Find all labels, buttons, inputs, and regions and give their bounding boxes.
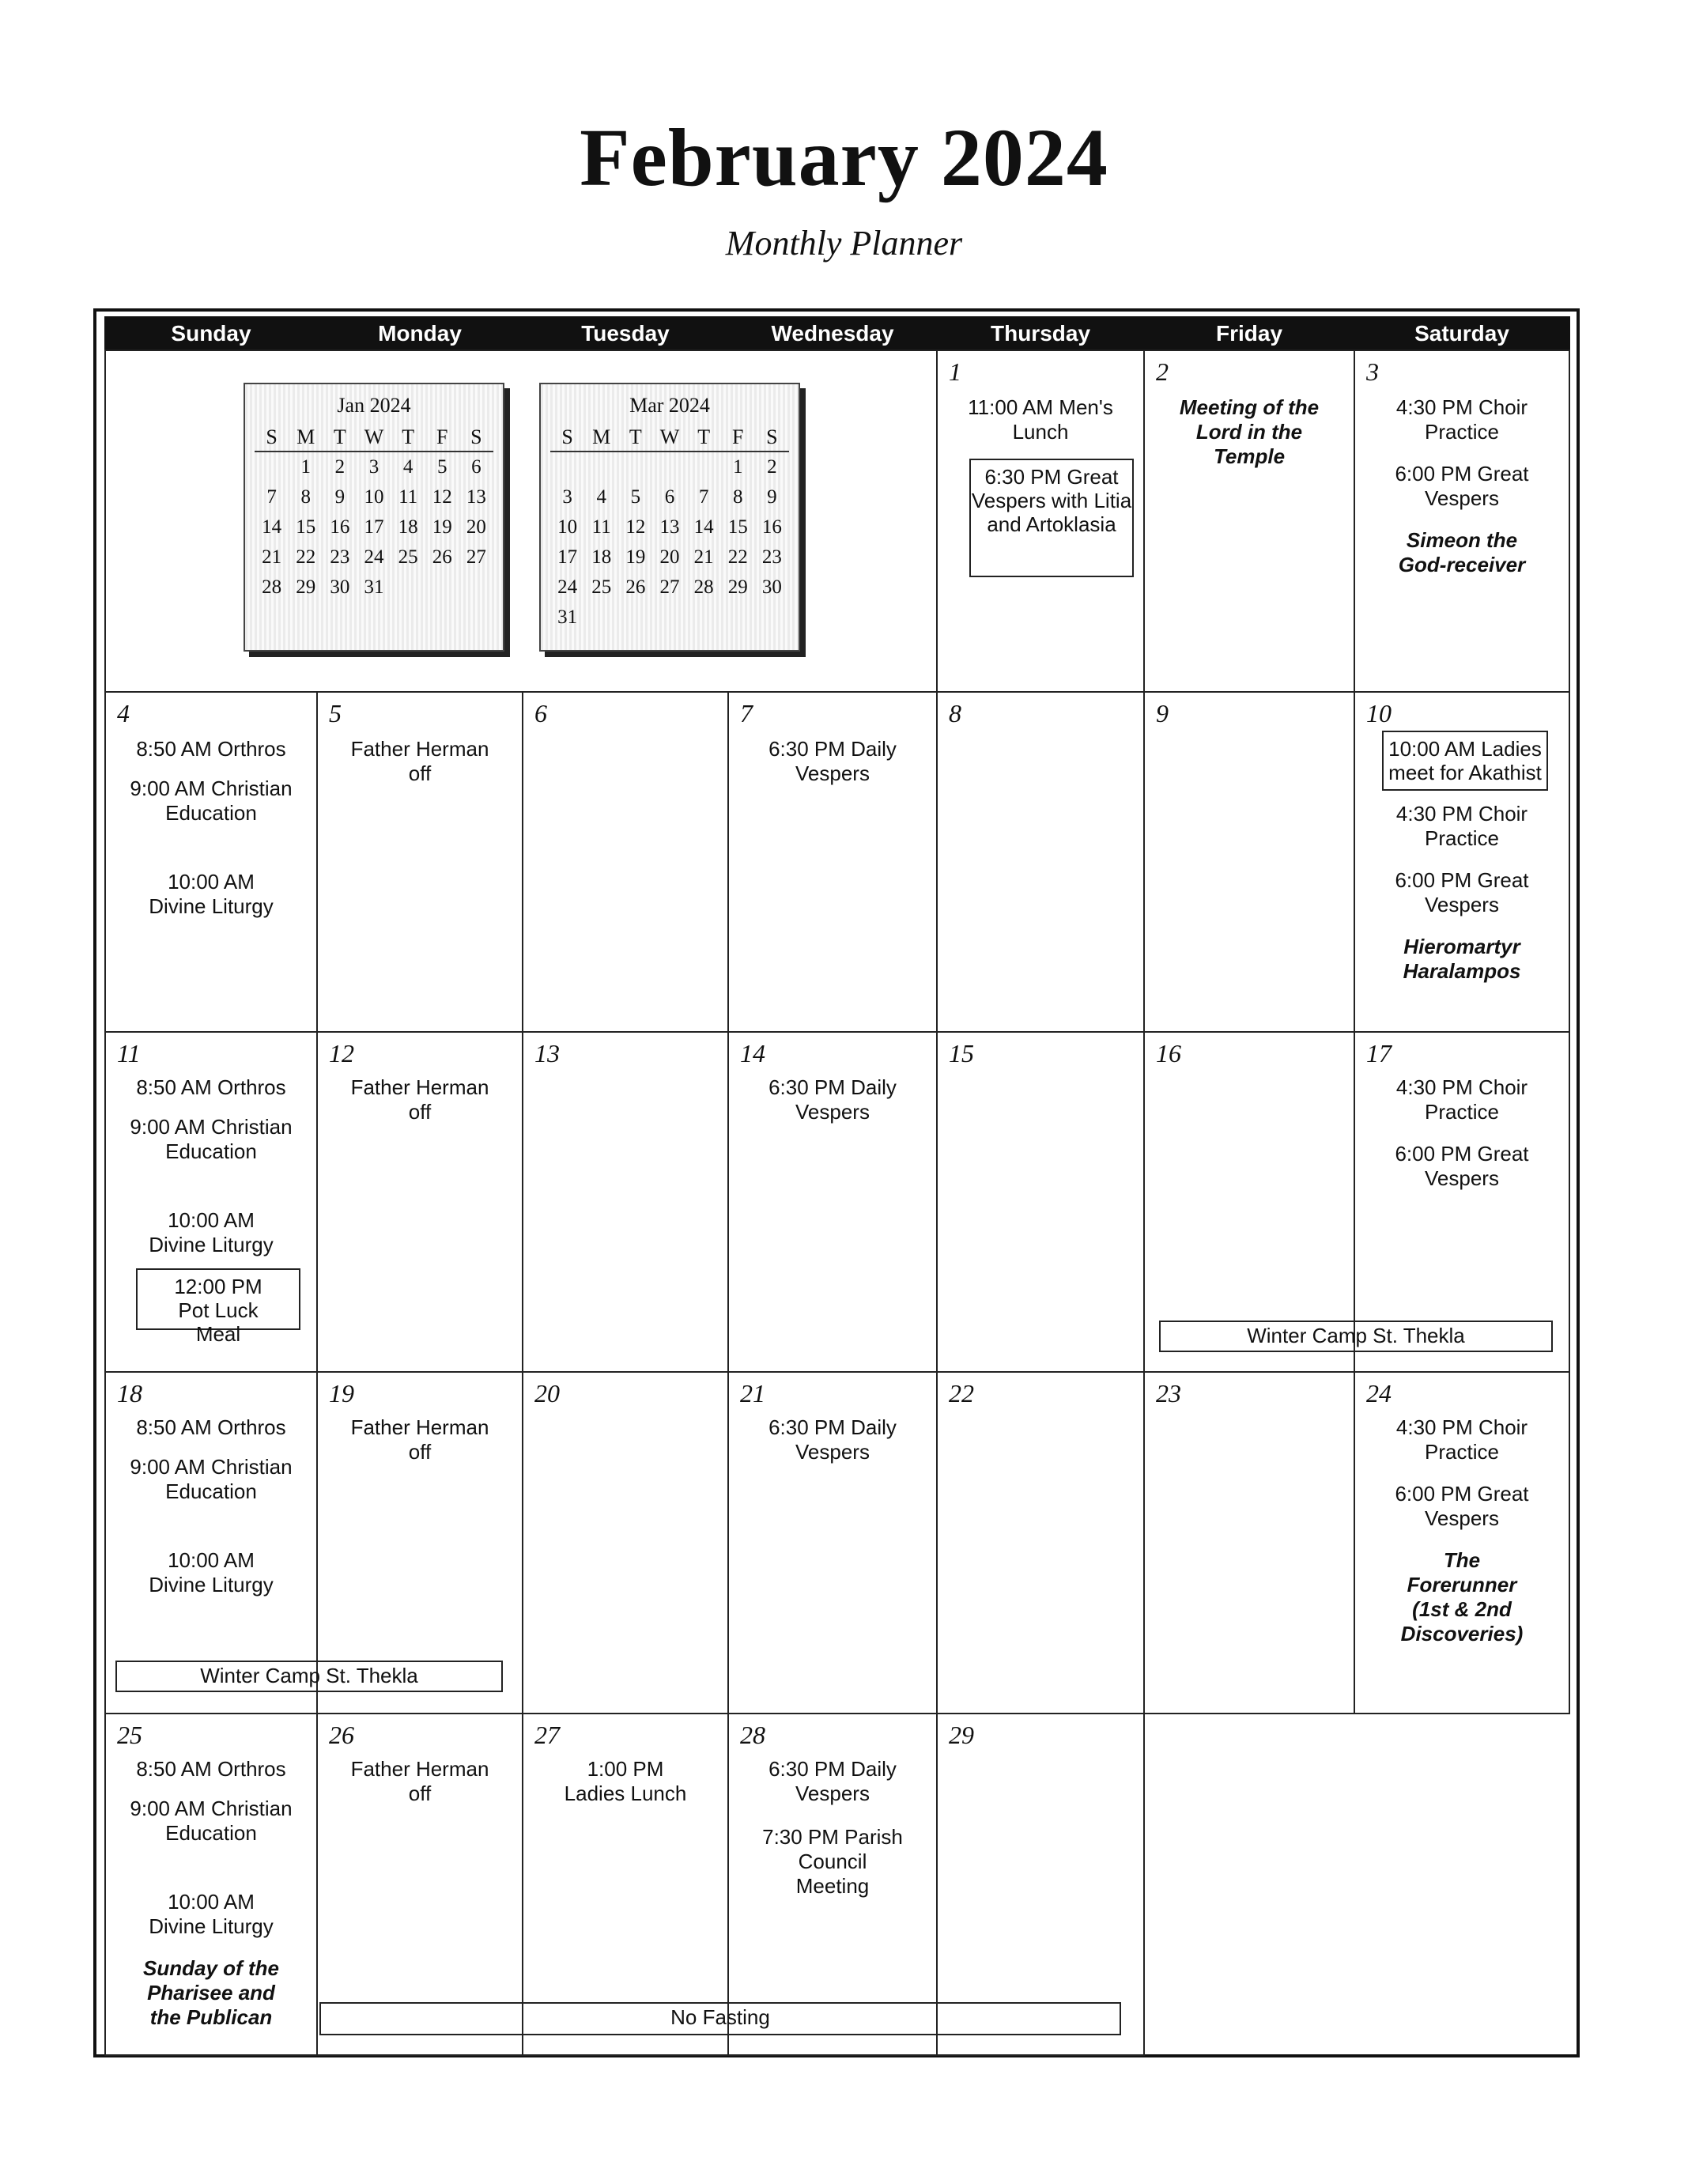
day-cell-12 <box>316 1031 523 1373</box>
event: 6:00 PM Great Vespers <box>1395 462 1529 510</box>
event-span-winter-camp: Winter Camp St. Thekla <box>115 1661 503 1692</box>
event: Father Herman off <box>350 1757 489 1805</box>
event: 10:00 AM Divine Liturgy <box>149 870 274 918</box>
day-number: 16 <box>1156 1039 1181 1067</box>
event: 4:30 PM Choir Practice <box>1395 1415 1528 1464</box>
event-boxed: 12:00 PM Pot Luck Meal <box>136 1268 300 1330</box>
feast-day: Simeon the God-receiver <box>1398 528 1526 576</box>
event: 6:30 PM Daily Vespers <box>768 737 897 785</box>
day-cell-20 <box>522 1371 729 1714</box>
day-cell-24 <box>1354 1371 1570 1714</box>
event: 10:00 AM Divine Liturgy <box>149 1208 274 1256</box>
event: 10:00 AM Divine Liturgy <box>149 1548 274 1596</box>
event: Father Herman off <box>350 737 489 785</box>
day-cell-8 <box>936 691 1145 1033</box>
day-number: 21 <box>740 1379 765 1408</box>
feast-day: Sunday of the Pharisee and the Publican <box>143 1956 279 2029</box>
weekday-wednesday: Wednesday <box>727 316 938 351</box>
event: 6:00 PM Great Vespers <box>1395 868 1529 916</box>
day-number: 25 <box>117 1721 142 1749</box>
day-cell-22 <box>936 1371 1145 1714</box>
event: 7:30 PM Parish Council Meeting <box>762 1825 903 1898</box>
day-cell-15 <box>936 1031 1145 1373</box>
feast-day: The Forerunner (1st & 2nd Discoveries) <box>1400 1548 1524 1646</box>
event: Father Herman off <box>350 1075 489 1124</box>
day-cell-6 <box>522 691 729 1033</box>
event-span-no-fasting: No Fasting <box>319 2002 1121 2035</box>
event: 6:30 PM Daily Vespers <box>768 1757 897 1805</box>
day-number: 11 <box>117 1039 141 1067</box>
day-number: 2 <box>1156 357 1169 386</box>
event: 6:30 PM Daily Vespers <box>768 1415 897 1464</box>
day-number: 17 <box>1366 1039 1392 1067</box>
weekday-monday: Monday <box>316 316 523 351</box>
event-boxed: 10:00 AM Ladies meet for Akathist <box>1382 731 1548 791</box>
day-number: 26 <box>329 1721 354 1749</box>
event-boxed: 6:30 PM Great Vespers with Litia and Artoklasia <box>969 459 1134 577</box>
event: 1:00 PM Ladies Lunch <box>564 1757 687 1805</box>
mini-calendar-jan: Jan 2024 S M T W T F S 1 2 3 4 5 6 7 8 9 10 11 12 13 14 15 16 17 18 19 20 21 22 23 24 25 26 27 28 29 30 31 <box>244 383 504 652</box>
weekday-friday: Friday <box>1143 316 1355 351</box>
feast-day: Meeting of the Lord in the Temple <box>1179 395 1320 468</box>
event: 9:00 AM Christian Education <box>130 1797 293 1845</box>
event: 8:50 AM Orthros <box>136 1757 286 1781</box>
day-cell-5 <box>316 691 523 1033</box>
day-number: 15 <box>949 1039 974 1067</box>
event: 4:30 PM Choir Practice <box>1395 395 1528 444</box>
mini-calendar-area <box>104 350 938 693</box>
day-cell-11 <box>104 1031 318 1373</box>
day-number: 6 <box>534 699 547 727</box>
weekday-thursday: Thursday <box>936 316 1145 351</box>
day-number: 19 <box>329 1379 354 1408</box>
event-span-winter-camp: Winter Camp St. Thekla <box>1159 1321 1553 1352</box>
event: 10:00 AM Divine Liturgy <box>149 1890 274 1938</box>
day-number: 5 <box>329 699 342 727</box>
day-number: 13 <box>534 1039 560 1067</box>
page-subtitle: Monthly Planner <box>725 224 963 263</box>
event: 11:00 AM Men's Lunch <box>968 395 1113 444</box>
day-cell-1 <box>936 350 1145 693</box>
day-cell-2 <box>1143 350 1355 693</box>
event: 9:00 AM Christian Education <box>130 1115 293 1163</box>
event: 4:30 PM Choir Practice <box>1395 802 1528 850</box>
day-number: 20 <box>534 1379 560 1408</box>
day-cell-7 <box>727 691 938 1033</box>
day-number: 3 <box>1366 357 1379 386</box>
mini-calendar-title: Jan 2024 <box>337 394 411 417</box>
day-cell-14 <box>727 1031 938 1373</box>
day-cell-13 <box>522 1031 729 1373</box>
weekday-tuesday: Tuesday <box>522 316 729 351</box>
day-number: 12 <box>329 1039 354 1067</box>
day-cell-23 <box>1143 1371 1355 1714</box>
day-number: 29 <box>949 1721 974 1749</box>
day-number: 9 <box>1156 699 1169 727</box>
day-number: 27 <box>534 1721 560 1749</box>
event: 4:30 PM Choir Practice <box>1395 1075 1528 1124</box>
weekday-sunday: Sunday <box>104 316 318 351</box>
day-number: 10 <box>1366 699 1392 727</box>
day-cell-25 <box>104 1713 318 2056</box>
day-cell-4 <box>104 691 318 1033</box>
event: 8:50 AM Orthros <box>136 1415 286 1439</box>
day-number: 14 <box>740 1039 765 1067</box>
event: 6:30 PM Daily Vespers <box>768 1075 897 1124</box>
day-number: 7 <box>740 699 753 727</box>
day-number: 22 <box>949 1379 974 1408</box>
day-number: 4 <box>117 699 130 727</box>
event: 9:00 AM Christian Education <box>130 1455 293 1503</box>
page-title: February 2024 <box>580 112 1108 203</box>
event: 6:00 PM Great Vespers <box>1395 1482 1529 1530</box>
day-cell-9 <box>1143 691 1355 1033</box>
day-number: 28 <box>740 1721 765 1749</box>
day-cell-10 <box>1354 691 1570 1033</box>
event: 6:00 PM Great Vespers <box>1395 1142 1529 1190</box>
feast-day: Hieromartyr Haralampos <box>1403 935 1521 983</box>
day-number: 18 <box>117 1379 142 1408</box>
event: 9:00 AM Christian Education <box>130 776 293 825</box>
event: 8:50 AM Orthros <box>136 1075 286 1099</box>
mini-calendar-mar: Mar 2024 S M T W T F S 1 2 3 4 5 6 7 8 9 10 11 12 13 14 15 16 17 18 19 20 21 22 23 24 25 26 27 28 29 30 31 <box>539 383 800 652</box>
day-number: 8 <box>949 699 961 727</box>
event: Father Herman off <box>350 1415 489 1464</box>
day-number: 24 <box>1366 1379 1392 1408</box>
event: 8:50 AM Orthros <box>136 737 286 761</box>
mini-calendar-title: Mar 2024 <box>629 394 710 417</box>
day-cell-3 <box>1354 350 1570 693</box>
weekday-saturday: Saturday <box>1354 316 1570 351</box>
day-cell-21 <box>727 1371 938 1714</box>
day-number: 1 <box>949 357 961 386</box>
day-number: 23 <box>1156 1379 1181 1408</box>
